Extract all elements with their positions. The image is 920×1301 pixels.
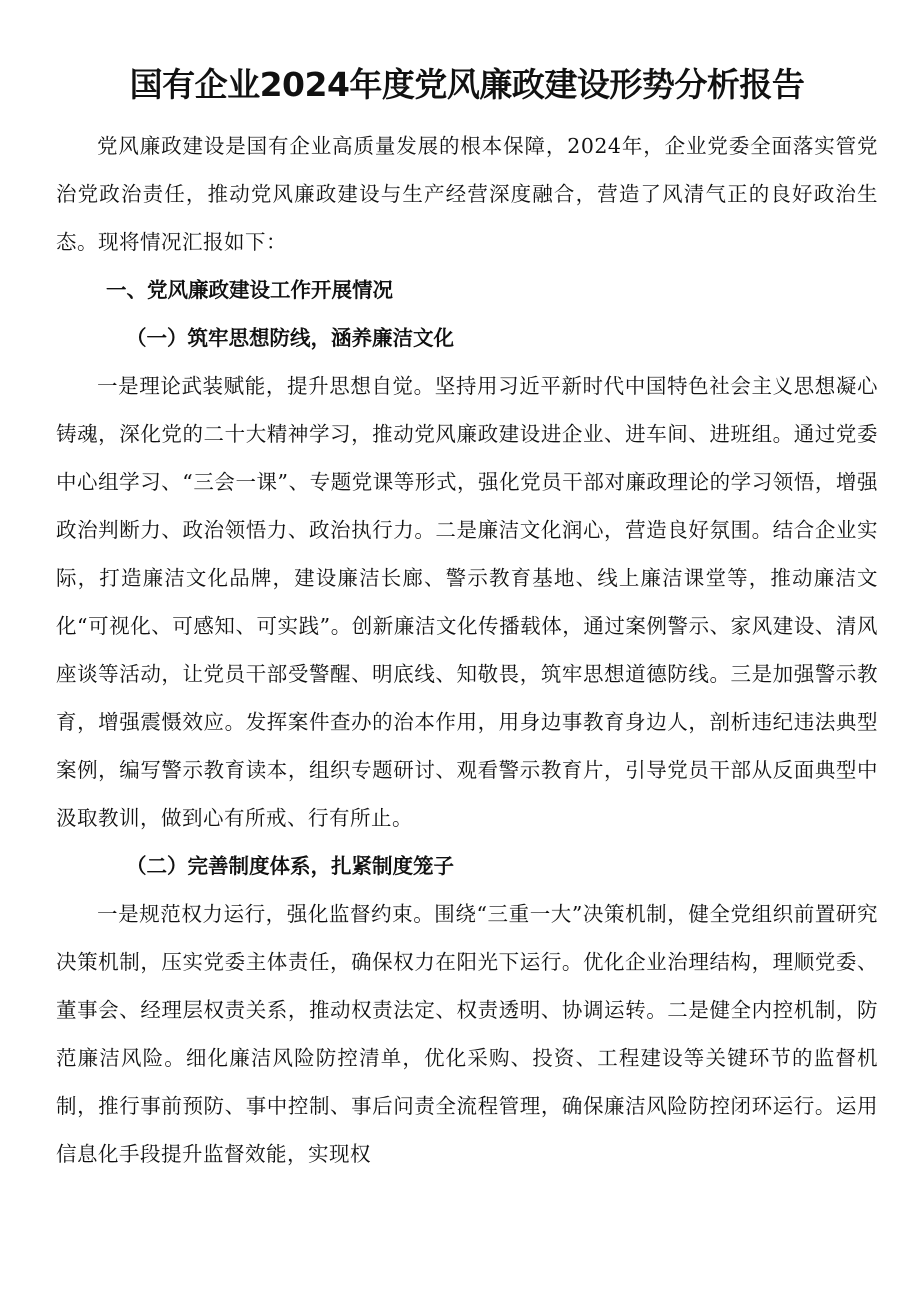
section-heading-1: 一、党风廉政建设工作开展情况 [106,278,393,302]
document-page [56,60,878,1178]
subsection-heading-1: （一）筑牢思想防线，涵养廉洁文化 [126,326,454,350]
subsection-body-2: 一是规范权力运行，强化监督约束。围绕“三重一大”决策机制，健全党组织前置研究决策机制，压实党委主体责任，确保权力在阳光下运行。优化企业治理结构，理顺党委、董事会、经理层权责关系，推动权责法定、权责透明、协调运转。二是健全内控机制，防范廉洁风险。细化廉洁风险防控清单，优化采购、投资、工程建设等关键环节的监督机制，推行事前预防、事中控制、事后问责全流程管理，确保廉洁风险防控闭环运行。运用信息化手段提升监督效能，实现权 [56,902,878,1166]
subsection-heading-2: （二）完善制度体系，扎紧制度笼子 [126,854,454,878]
document-title: 国有企业2024年度党风廉政建设形势分析报告 [129,65,805,104]
intro-paragraph: 党风廉政建设是国有企业高质量发展的根本保障，2024年，企业党委全面落实管党治党政治责任，推动党风廉政建设与生产经营深度融合，营造了风清气正的良好政治生态。现将情况汇报如下： [56,134,878,254]
subsection-body-1: 一是理论武装赋能，提升思想自觉。坚持用习近平新时代中国特色社会主义思想凝心铸魂，深化党的二十大精神学习，推动党风廉政建设进企业、进车间、进班组。通过党委中心组学习、“三会一课”、专题党课等形式，强化党员干部对廉政理论的学习领悟，增强政治判断力、政治领悟力、政治执行力。二是廉洁文化润心，营造良好氛围。结合企业实际，打造廉洁文化品牌，建设廉洁长廊、警示教育基地、线上廉洁课堂等，推动廉洁文化“可视化、可感知、可实践”。创新廉洁文化传播载体，通过案例警示、家风建设、清风座谈等活动，让党员干部受警醒、明底线、知敬畏，筑牢思想道德防线。三是加强警示教育，增强震慑效应。发挥案件查办的治本作用，用身边事教育身边人，剖析违纪违法典型案例，编写警示教育读本，组织专题研讨、观看警示教育片，引导党员干部从反面典型中汲取教训，做到心有所戒、行有所止。 [56,374,878,830]
